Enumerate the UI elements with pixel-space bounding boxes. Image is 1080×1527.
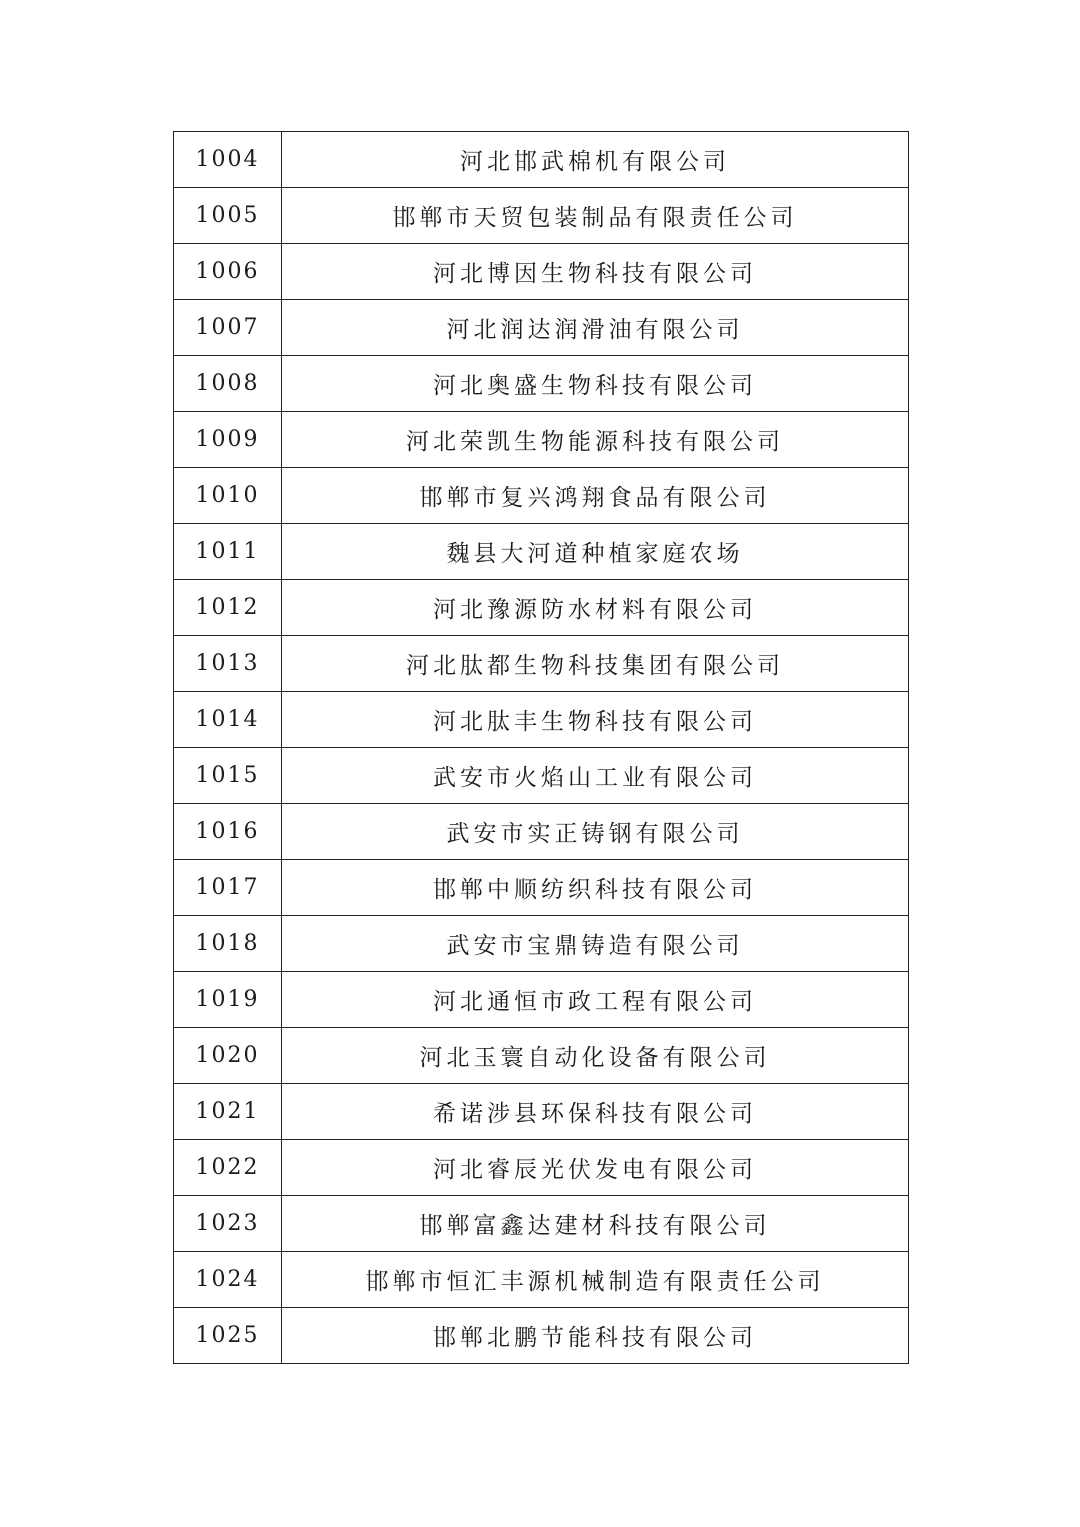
company-name: 希诺涉县环保科技有限公司 — [282, 1084, 909, 1140]
company-name: 武安市实正铸钢有限公司 — [282, 804, 909, 860]
company-name: 武安市宝鼎铸造有限公司 — [282, 916, 909, 972]
company-name: 河北肽都生物科技集团有限公司 — [282, 636, 909, 692]
row-number: 1017 — [174, 860, 282, 916]
company-name: 魏县大河道种植家庭农场 — [282, 524, 909, 580]
company-name: 邯郸中顺纺织科技有限公司 — [282, 860, 909, 916]
table-row — [174, 524, 909, 580]
company-table — [173, 131, 909, 1364]
company-name: 河北豫源防水材料有限公司 — [282, 580, 909, 636]
row-number: 1011 — [174, 524, 282, 580]
table-row — [174, 1308, 909, 1364]
row-number: 1012 — [174, 580, 282, 636]
row-number: 1014 — [174, 692, 282, 748]
table-row — [174, 468, 909, 524]
company-name: 邯郸市复兴鸿翔食品有限公司 — [282, 468, 909, 524]
table-row — [174, 356, 909, 412]
row-number: 1025 — [174, 1308, 282, 1364]
company-name: 河北邯武棉机有限公司 — [282, 132, 909, 188]
table-row — [174, 972, 909, 1028]
company-name: 河北玉寰自动化设备有限公司 — [282, 1028, 909, 1084]
company-name: 邯郸北鹏节能科技有限公司 — [282, 1308, 909, 1364]
table-row — [174, 188, 909, 244]
table-row — [174, 636, 909, 692]
company-name: 河北睿辰光伏发电有限公司 — [282, 1140, 909, 1196]
row-number: 1024 — [174, 1252, 282, 1308]
row-number: 1004 — [174, 132, 282, 188]
row-number: 1020 — [174, 1028, 282, 1084]
row-number: 1005 — [174, 188, 282, 244]
table-row — [174, 1252, 909, 1308]
row-number: 1016 — [174, 804, 282, 860]
table-row — [174, 748, 909, 804]
company-name: 河北通恒市政工程有限公司 — [282, 972, 909, 1028]
row-number: 1006 — [174, 244, 282, 300]
company-name: 河北博因生物科技有限公司 — [282, 244, 909, 300]
table-row — [174, 1140, 909, 1196]
company-list — [173, 131, 908, 1364]
table-row — [174, 916, 909, 972]
table-row — [174, 1196, 909, 1252]
company-name: 河北肽丰生物科技有限公司 — [282, 692, 909, 748]
row-number: 1008 — [174, 356, 282, 412]
row-number: 1022 — [174, 1140, 282, 1196]
table-row — [174, 300, 909, 356]
company-name: 河北奥盛生物科技有限公司 — [282, 356, 909, 412]
company-name: 武安市火焰山工业有限公司 — [282, 748, 909, 804]
row-number: 1013 — [174, 636, 282, 692]
row-number: 1015 — [174, 748, 282, 804]
row-number: 1019 — [174, 972, 282, 1028]
table-row — [174, 804, 909, 860]
row-number: 1023 — [174, 1196, 282, 1252]
table-row — [174, 692, 909, 748]
company-name: 邯郸市恒汇丰源机械制造有限责任公司 — [282, 1252, 909, 1308]
table-row — [174, 412, 909, 468]
company-name: 河北润达润滑油有限公司 — [282, 300, 909, 356]
row-number: 1018 — [174, 916, 282, 972]
table-row — [174, 860, 909, 916]
row-number: 1007 — [174, 300, 282, 356]
company-name: 邯郸市天贸包装制品有限责任公司 — [282, 188, 909, 244]
company-name: 河北荣凯生物能源科技有限公司 — [282, 412, 909, 468]
table-row — [174, 1028, 909, 1084]
table-row — [174, 244, 909, 300]
company-name: 邯郸富鑫达建材科技有限公司 — [282, 1196, 909, 1252]
row-number: 1009 — [174, 412, 282, 468]
table-row — [174, 580, 909, 636]
table-row — [174, 132, 909, 188]
row-number: 1021 — [174, 1084, 282, 1140]
company-table-body — [174, 132, 909, 1364]
row-number: 1010 — [174, 468, 282, 524]
table-row — [174, 1084, 909, 1140]
